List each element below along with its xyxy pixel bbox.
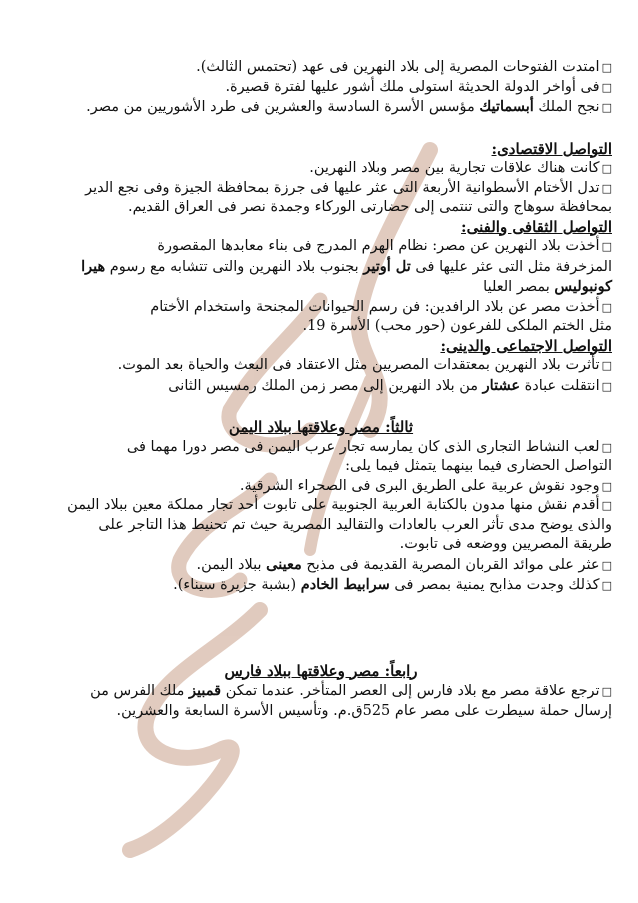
text: المزخرفة مثل التى عثر عليها فى	[410, 258, 612, 275]
yemen-line-6: طريقة المصريين ووضعه فى تابوت.	[399, 536, 612, 552]
text: بمصر العليا	[483, 279, 555, 295]
bold-name: كونبوليس	[554, 278, 612, 295]
cultural-line-5: مثل الختم الملكى للفرعون (حور محب) الأسرة 19.	[302, 318, 612, 334]
social-line-2	[30, 376, 612, 397]
text: أخذت بلاد النهرين عن مصر: نظام الهرم المدرج فى بناء معابدها المقصورة	[157, 238, 600, 254]
text: كذلك وجدت مذابح يمنية بمصر فى	[389, 577, 600, 593]
text: لعب النشاط التجارى الذى كان يمارسه تجار عرب اليمن فى مصر دورا مهما فى	[126, 438, 600, 455]
text: ببلاد اليمن.	[196, 556, 267, 573]
bold-name: معينى	[266, 555, 302, 573]
text: ملك الفرس من	[90, 683, 190, 699]
text: أقدم نقش منها مدون بالكتابة العربية الجنوبية على تابوت أحد تجار مملكة معين ببلاد اليمن	[67, 497, 600, 513]
text: بجنوب بلاد النهرين والتى تتشابه مع رسوم	[105, 258, 364, 275]
yemen-line-5: والذى يوضح مدى تأثر العرب بالعادات والتقاليد المصرية حيث تم تحنيط هذا التاجر على	[98, 516, 612, 533]
cultural-line-1	[30, 237, 612, 257]
cultural-line-2	[30, 257, 612, 278]
egypt-iraq-line-1	[30, 58, 612, 78]
yemen-line-3	[30, 477, 612, 497]
text: عثر على موائد القربان المصرية القديمة فى مذبح	[301, 556, 600, 573]
text: (بشبة جزيرة سيناء).	[173, 577, 301, 593]
text: انتقلت عبادة	[520, 377, 600, 394]
text: كانت هناك علاقات تجارية بين مصر وبلاد النهرين.	[309, 160, 600, 176]
economic-line-3: بمحافظة سوهاج والتى تنتمى إلى حضارتى الوركاء وجمدة نصر فى العراق القديم.	[127, 199, 612, 215]
social-line-1	[30, 356, 612, 376]
heading-social-religious: التواصل الاجتماعى والدينى:	[440, 336, 612, 355]
cultural-line-4	[30, 298, 612, 318]
persia-line-2: إرسال حملة سيطرت على مصر عام 525ق.م. وتأسيس الأسرة السابعة والعشرين.	[116, 702, 612, 719]
text: تدل الأختام الأسطوانية الأربعة التى عثر عليها فى جرزة بمحافظة الجيزة وفى نجع الدير	[85, 179, 600, 196]
persia-line-1	[30, 681, 612, 702]
text: أخذت مصر عن بلاد الرافدين: فن رسم الحيوانات المجنحة واستخدام الأختام	[150, 298, 600, 315]
heading-persia: رابعاً: مصر وعلاقتها ببلاد فارس	[224, 661, 418, 680]
text: نجح الملك	[533, 99, 600, 115]
bold-name: سرابيط الخادم	[300, 576, 390, 593]
text: فى أواخر الدولة الحديثة استولى ملك أشور عليها لفترة قصيرة.	[225, 78, 600, 95]
egypt-iraq-line-3	[30, 97, 612, 118]
text: وجود نقوش عربية على الطريق البرى فى الصحراء الشرقية.	[239, 477, 600, 494]
cultural-line-3	[30, 277, 612, 298]
text: امتدت الفتوحات المصرية إلى بلاد النهرين فى عهد (تحتمس الثالث).	[196, 59, 600, 75]
document-page	[30, 58, 612, 721]
heading-cultural: التواصل الثقافى والفنى:	[461, 217, 612, 236]
egypt-iraq-line-2	[30, 78, 612, 98]
yemen-line-7	[30, 555, 612, 576]
yemen-line-1	[30, 438, 612, 458]
text: مؤسس الأسرة السادسة والعشرين فى طرد الأشوريين من مصر.	[86, 99, 480, 115]
yemen-line-8	[30, 575, 612, 596]
text: ترجع علاقة مصر مع بلاد فارس إلى العصر المتأخر. عندما تمكن	[221, 683, 600, 699]
yemen-line-2: التواصل الحضارى فيما بينهما يتمثل فيما يلى:	[345, 458, 612, 474]
heading-yemen: ثالثاً: مصر وعلاقتها ببلاد اليمن	[228, 418, 414, 436]
economic-line-2	[30, 179, 612, 199]
yemen-line-4	[30, 496, 612, 516]
bold-name: هيرا	[81, 257, 106, 275]
bold-name: قمبيز	[189, 682, 222, 699]
bold-name: عشتار	[482, 376, 521, 394]
economic-line-1	[30, 159, 612, 179]
text: من بلاد النهرين إلى مصر زمن الملك رمسيس الثانى	[168, 377, 483, 394]
bold-name: أبسماتيك	[479, 98, 534, 115]
heading-economic: التواصل الاقتصادى:	[491, 139, 612, 158]
text: تأثرت بلاد النهرين بمعتقدات المصريين مثل الاعتقاد فى البعث والحياة بعد الموت.	[117, 357, 600, 373]
bold-name: تل أوتير	[363, 257, 411, 275]
